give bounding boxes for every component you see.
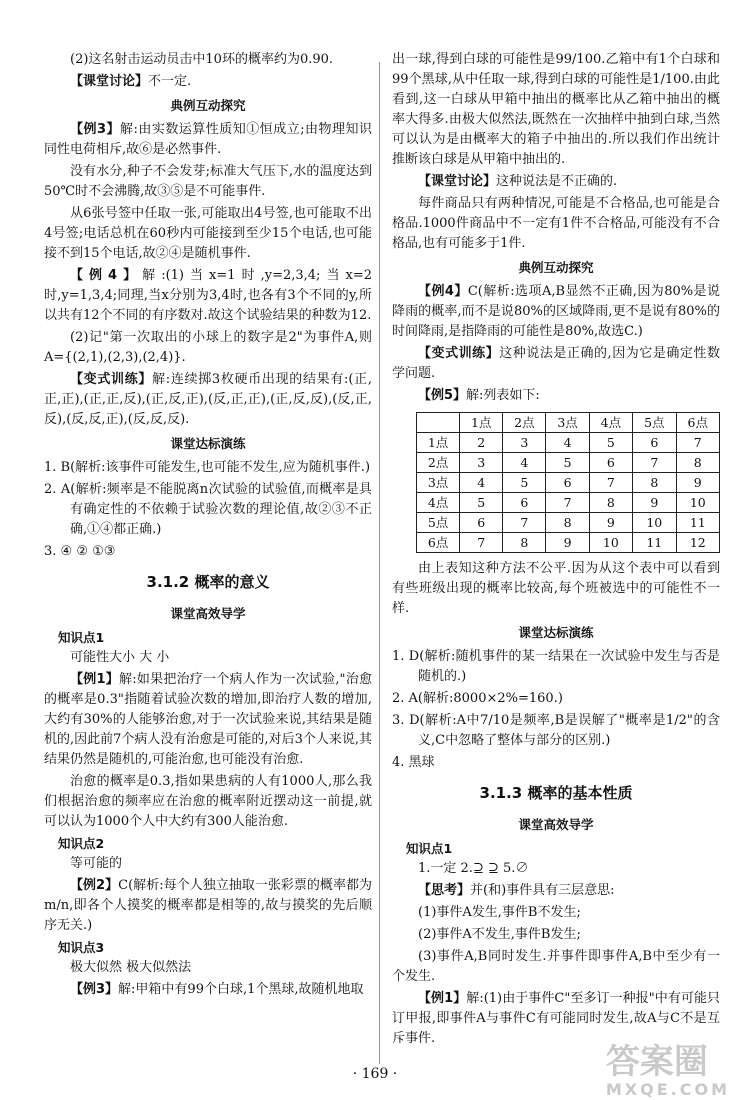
label-tag: 【思考】 [418, 883, 471, 898]
table-cell: 7 [589, 473, 632, 493]
dice-sum-table [416, 412, 720, 553]
label-tag: 【例4】 [70, 268, 143, 283]
table-cell: 7 [460, 533, 503, 553]
paragraph: (2)这名射击运动员击中10环的概率约为0.90. [70, 52, 334, 67]
paragraph: 【例3】解:甲箱中有99个白球,1个黑球,故随机地取 [70, 982, 364, 997]
paragraph: (2)记"第一次取出的小球上的数字是2"为事件A,则A={(2,1),(2,3),(2,4)}. [44, 330, 372, 365]
table-cell: 1点 [460, 413, 503, 433]
label-tag: 【例5】 [418, 388, 467, 403]
label-tag: 【变式训练】 [70, 372, 153, 387]
table-cell: 6点 [417, 533, 460, 553]
label-tag: 【变式训练】 [418, 346, 500, 361]
paragraph: 【思考】并(和)事件具有三层意思: [418, 883, 615, 898]
section-subheading: 课堂达标演练 [518, 625, 594, 640]
table-cell: 7 [546, 493, 589, 513]
knowledge-point-label: 知识点1 [58, 630, 105, 645]
table-cell: 2点 [503, 413, 546, 433]
paragraph: 可能性大小 大 小 [70, 650, 170, 665]
paragraph: 【课堂讨论】不一定. [70, 74, 192, 89]
answer-item: 1. B(解析:该事件可能发生,也可能不发生,应为随机事件.) [44, 460, 371, 475]
table-cell: 10 [589, 533, 632, 553]
table-cell: 3点 [546, 413, 589, 433]
table-cell: 5 [460, 493, 503, 513]
table-cell: 6点 [676, 413, 719, 433]
knowledge-point-label: 知识点1 [406, 841, 453, 856]
table-cell: 4 [503, 453, 546, 473]
paragraph: 出一球,得到白球的可能性是99/100.乙箱中有1个白球和99个黑球,从中任取一球,得到白球的可能性是1/100.由此看到,这一白球从甲箱中抽出的概率比从乙箱中抽出的概率大得多.由极大似然法,既然在一次抽样中抽到白球,当然可以认为是由概率大的箱子中抽出的.所以我们作出统计推断该白球是从甲箱中抽出的. [392, 52, 720, 167]
left-column [44, 50, 372, 1002]
table-cell: 11 [633, 533, 676, 553]
paragraph: 【变式训练】这种说法是正确的,因为它是确定性数学问题. [392, 346, 720, 381]
table-cell: 2点 [417, 453, 460, 473]
label-tag: 【例4】 [418, 284, 468, 299]
table-cell: 11 [676, 513, 719, 533]
label-tag: 【例1】 [418, 991, 467, 1006]
table-row [417, 433, 720, 453]
section-title: 3.1.3 概率的基本性质 [479, 784, 633, 802]
table-cell: 9 [633, 493, 676, 513]
answer-item: 2. A(解析:频率是不能脱离n次试验的试验值,而概率是具有确定性的不依赖于试验次数的理论值,故②③不正确,①④都正确.) [44, 482, 372, 537]
right-column [392, 50, 720, 1051]
table-cell: 3点 [417, 473, 460, 493]
table-cell: 7 [503, 513, 546, 533]
paragraph: 由上表知这种方法不公平.因为从这个表中可以看到有些班级出现的概率比较高,每个班被选中的可能性不一样. [392, 561, 720, 616]
table-cell [417, 413, 460, 433]
section-subheading: 课堂达标演练 [170, 436, 246, 451]
table-row [417, 413, 720, 433]
paragraph: 没有水分,种子不会发芽;标准大气压下,水的温度达到50℃时不会沸腾,故③⑤是不可能事件. [44, 164, 372, 199]
table-cell: 7 [633, 453, 676, 473]
answer-item: 2. A(解析:8000×2%=160.) [392, 691, 563, 706]
table-cell: 5 [503, 473, 546, 493]
label-tag: 【课堂讨论】 [418, 174, 497, 189]
table-cell: 6 [546, 473, 589, 493]
table-cell: 12 [676, 533, 719, 553]
table-cell: 6 [633, 433, 676, 453]
paragraph: 【例2】C(解析:每个人独立抽取一张彩票的概率都为m/n,即各个人摸奖的概率都是相等的,故与摸奖的先后顺序无关.) [44, 878, 372, 933]
table-cell: 6 [589, 453, 632, 473]
table-cell: 8 [546, 513, 589, 533]
table-cell: 2 [460, 433, 503, 453]
table-cell: 9 [589, 513, 632, 533]
table-cell: 4 [546, 433, 589, 453]
table-cell: 5 [589, 433, 632, 453]
table-cell: 5点 [633, 413, 676, 433]
table-cell: 8 [589, 493, 632, 513]
answer-item: 4. 黑球 [392, 755, 435, 770]
paragraph: (2)事件A不发生,事件B发生; [418, 927, 581, 942]
label-tag: 【课堂讨论】 [70, 74, 149, 89]
watermark-logo: 答案圈 MXQE.COM [605, 1042, 730, 1099]
section-subheading: 典例互动探究 [170, 98, 246, 113]
column-divider [379, 62, 380, 1064]
table-cell: 4点 [417, 493, 460, 513]
table-cell: 3 [460, 453, 503, 473]
label-tag: 【例2】 [70, 878, 119, 893]
label-tag: 【例3】 [70, 982, 119, 997]
paragraph: 极大似然 极大似然法 [70, 960, 192, 975]
table-row [417, 493, 720, 513]
table-cell: 9 [546, 533, 589, 553]
paragraph: (1)事件A发生,事件B不发生; [418, 905, 581, 920]
answer-item: 3. D(解析:A中7/10是频率,B是误解了"概率是1/2"的含义,C中忽略了整体与部分的区别.) [392, 713, 720, 748]
paragraph: 【例1】解:如果把治疗一个病人作为一次试验,"治愈的概率是0.3"指随着试验次数的增加,即治疗人数的增加,大约有30%的人能够治愈,对于一次试验来说,其结果是随机的,因此前7个病人没有治愈是可能的,对后3个人来说,其结果仍然是随机的,可能治愈,也可能没有治愈. [44, 672, 372, 767]
section-subheading: 典例互动探究 [518, 260, 594, 275]
table-cell: 1点 [417, 433, 460, 453]
table-row [417, 533, 720, 553]
table-cell: 8 [676, 453, 719, 473]
paragraph: 【例3】解:由实数运算性质知①恒成立;由物理知识同性电荷相斥,故⑥是必然事件. [44, 122, 373, 157]
table-cell: 4 [460, 473, 503, 493]
table-cell: 6 [460, 513, 503, 533]
answer-item: 3. ④ ② ①③ [44, 544, 116, 559]
table-cell: 8 [633, 473, 676, 493]
paragraph: 从6张号签中任取一张,可能取出4号签,也可能取不出4号签;电话总机在60秒内可能接到至少15个电话,也可能接不到15个电话,故②④是随机事件. [44, 206, 372, 261]
section-title: 3.1.2 概率的意义 [146, 573, 270, 591]
paragraph: 【例4】C(解析:选项A,B显然不正确,因为80%是说降雨的概率,而不是说80%的区域降雨,更不是说有80%的时间降雨,是指降雨的可能性是80%,故选C.) [392, 284, 721, 339]
knowledge-point-label: 知识点2 [58, 836, 105, 851]
paragraph: 等可能的 [70, 856, 123, 871]
paragraph: 【变式训练】解:连续掷3枚硬币出现的结果有:(正,正,正),(正,正,反),(正,反,正),(反,正,正),(正,反,反),(反,正,反),(反,反,正),(反,反,反). [44, 372, 372, 427]
table-row [417, 473, 720, 493]
label-tag: 【例1】 [70, 672, 119, 687]
table-row [417, 453, 720, 473]
paragraph: 每件商品只有两种情况,可能是不合格品,也可能是合格品.1000件商品中不一定有1件不合格品,可能没有不合格品,也有可能多于1件. [392, 196, 720, 251]
paragraph: 治愈的概率是0.3,指如果患病的人有1000人,那么我们根据治愈的频率应在治愈的概率附近摆动这一前提,就可以认为1000个人中大约有300人能治愈. [44, 774, 372, 829]
table-cell: 3 [503, 433, 546, 453]
paragraph: 【例4】解:(1)当x=1时,y=2,3,4;当x=2时,y=1,3,4;同理,当x分别为3,4时,也各有3个不同的y,所以共有12个不同的有序数对.故这个试验结果的种数为12. [44, 268, 372, 323]
table-cell: 4点 [589, 413, 632, 433]
table-row [417, 513, 720, 533]
table-cell: 8 [503, 533, 546, 553]
table-cell: 6 [503, 493, 546, 513]
answer-item: 1. D(解析:随机事件的某一结果在一次试验中发生与否是随机的.) [392, 649, 720, 684]
section-subheading: 课堂高效导学 [170, 606, 246, 621]
label-tag: 【例3】 [70, 122, 120, 137]
knowledge-point-label: 知识点3 [58, 940, 105, 955]
table-cell: 10 [633, 513, 676, 533]
table-cell: 5 [546, 453, 589, 473]
page-number: · 169 · [352, 1066, 398, 1082]
paragraph: 1.一定 2.⊇ ⊇ 5.∅ [418, 861, 529, 876]
table-cell: 5点 [417, 513, 460, 533]
paragraph: (3)事件A,B同时发生.并事件即事件A,B中至少有一个发生. [392, 949, 720, 984]
table-cell: 9 [676, 473, 719, 493]
paragraph: 【例1】解:(1)由于事件C"至多订一种报"中有可能只订甲报,即事件A与事件C有可能同时发生,故A与C不是互斥事件. [392, 991, 721, 1046]
paragraph: 【例5】解:列表如下: [418, 388, 540, 403]
table-cell: 10 [676, 493, 719, 513]
section-subheading: 课堂高效导学 [518, 817, 594, 832]
table-cell: 7 [676, 433, 719, 453]
paragraph: 【课堂讨论】这种说法是不正确的. [418, 174, 618, 189]
